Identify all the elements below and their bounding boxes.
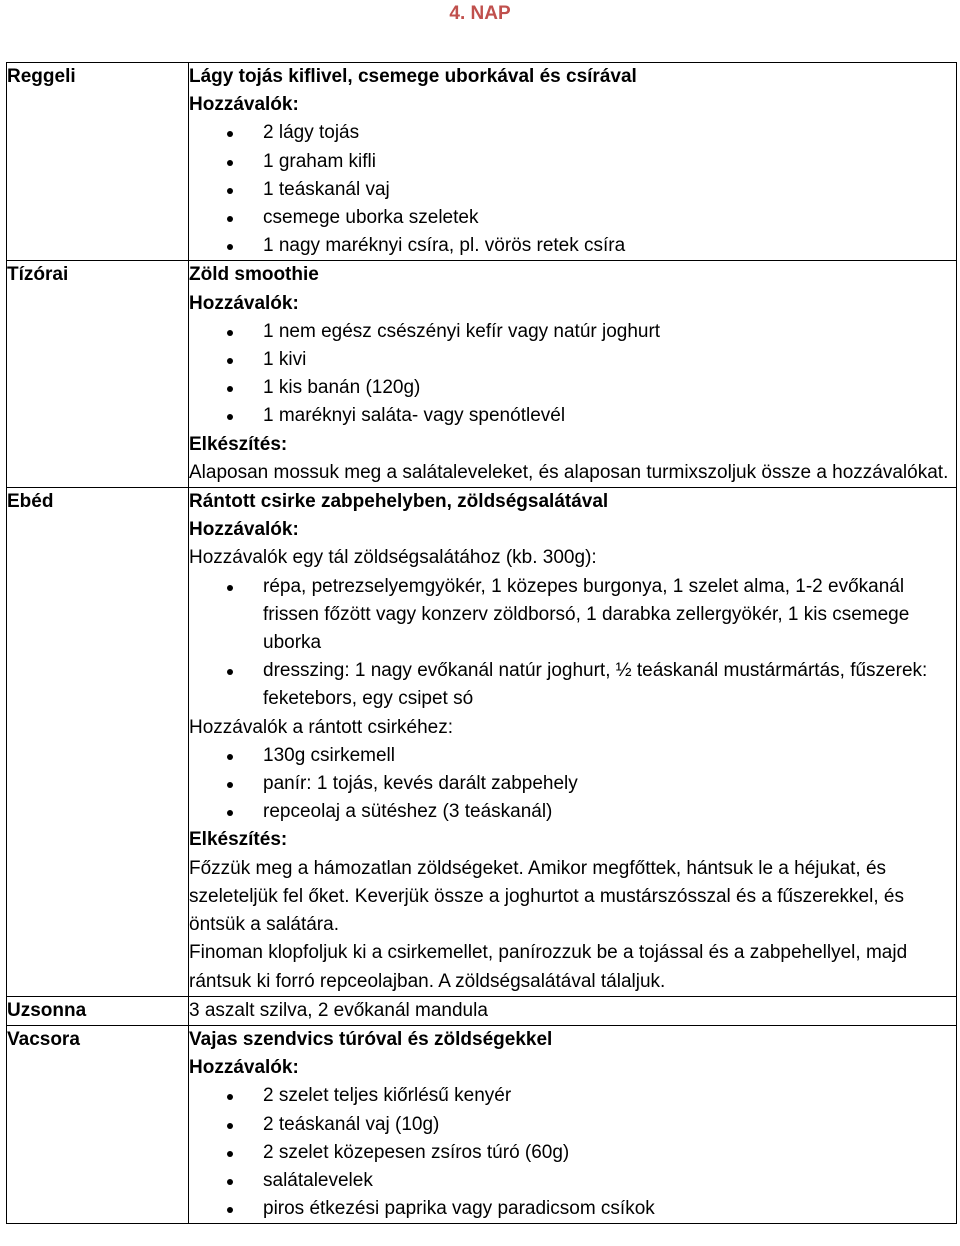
chicken-ingredients-label: Hozzávalók a rántott csirkéhez: (189, 716, 454, 738)
ingredient-list (189, 119, 956, 260)
list-item: 2 lágy tojás (189, 119, 956, 147)
meal-row-uzsonna (7, 996, 957, 1025)
meal-content (189, 488, 957, 997)
prep-label: Elkészítés: (189, 829, 288, 851)
salad-ingredient-list (189, 573, 956, 714)
list-item: 1 graham kifli (189, 148, 956, 176)
chicken-ingredient-list (189, 742, 956, 827)
list-item: piros étkezési paprika vagy paradicsom csíkok (189, 1195, 956, 1223)
list-item: 2 teáskanál vaj (10g) (189, 1111, 956, 1139)
dish-title: Rántott csirke zabpehelyben, zöldségsalátával (189, 491, 609, 513)
list-item: répa, petrezselyemgyökér, 1 közepes burgonya, 1 szelet alma, 1-2 evőkanál frissen főzött vagy konzerv zöldborsó, 1 darabka zellergyökér, 1 kis csemege uborka (189, 573, 956, 658)
list-item: salátalevelek (189, 1167, 956, 1195)
snack-text: 3 aszalt szilva, 2 evőkanál mandula (189, 999, 488, 1021)
list-item: 1 kis banán (120g) (189, 374, 956, 402)
ingredient-list (189, 318, 956, 431)
meal-content (189, 63, 957, 261)
list-item: 130g csirkemell (189, 742, 956, 770)
meal-name: Uzsonna (7, 996, 189, 1025)
prep-text: Alaposan mossuk meg a salátaleveleket, és alaposan turmixszoljuk össze a hozzávalókat. (189, 461, 949, 483)
meal-row-ebed (7, 488, 957, 997)
list-item: 1 maréknyi saláta- vagy spenótlevél (189, 402, 956, 430)
ingredient-list (189, 1082, 956, 1223)
meal-name: Reggeli (7, 63, 189, 261)
meal-content (189, 996, 957, 1025)
list-item: csemege uborka szeletek (189, 204, 956, 232)
prep-text: Finoman klopfoljuk ki a csirkemellet, panírozzuk be a tojással és a zabpehellyel, majd rántsuk ki forró repceolajban. A zöldségsalátával tálaljuk. (189, 942, 908, 992)
dish-title: Vajas szendvics túróval és zöldségekkel (189, 1028, 553, 1050)
salad-ingredients-label: Hozzávalók egy tál zöldségsalátához (kb. 300g): (189, 547, 597, 569)
list-item: 1 teáskanál vaj (189, 176, 956, 204)
meal-row-vacsora (7, 1025, 957, 1223)
ingredients-label: Hozzávalók: (189, 519, 299, 541)
meal-content (189, 1025, 957, 1223)
list-item: dresszing: 1 nagy evőkanál natúr joghurt, ½ teáskanál mustármártás, fűszerek: feketebors, egy csipet só (189, 657, 956, 713)
ingredients-label: Hozzávalók: (189, 292, 299, 314)
meal-name: Tízórai (7, 261, 189, 488)
meal-plan-table (6, 62, 957, 1224)
list-item: 1 kivi (189, 346, 956, 374)
ingredients-label: Hozzávalók: (189, 1057, 299, 1079)
list-item: 1 nem egész csészényi kefír vagy natúr joghurt (189, 318, 956, 346)
list-item: panír: 1 tojás, kevés darált zabpehely (189, 770, 956, 798)
list-item: 2 szelet közepesen zsíros túró (60g) (189, 1139, 956, 1167)
meal-name: Ebéd (7, 488, 189, 997)
meal-content (189, 261, 957, 488)
meal-name: Vacsora (7, 1025, 189, 1223)
meal-row-reggeli (7, 63, 957, 261)
list-item: 1 nagy maréknyi csíra, pl. vörös retek csíra (189, 232, 956, 260)
list-item: 2 szelet teljes kiőrlésű kenyér (189, 1082, 956, 1110)
meal-row-tizorai (7, 261, 957, 488)
dish-title: Zöld smoothie (189, 264, 319, 286)
prep-label: Elkészítés: (189, 433, 288, 455)
ingredients-label: Hozzávalók: (189, 94, 299, 116)
list-item: repceolaj a sütéshez (3 teáskanál) (189, 798, 956, 826)
page-title: 4. NAP (449, 3, 511, 24)
prep-text: Főzzük meg a hámozatlan zöldségeket. Amikor megfőttek, hántsuk le a héjukat, és szeleteljük fel őket. Keverjük össze a joghurtot a mustárszósszal és a fűszerekkel, és öntsük a salátára. (189, 857, 904, 936)
dish-title: Lágy tojás kiflivel, csemege uborkával és csírával (189, 66, 637, 87)
